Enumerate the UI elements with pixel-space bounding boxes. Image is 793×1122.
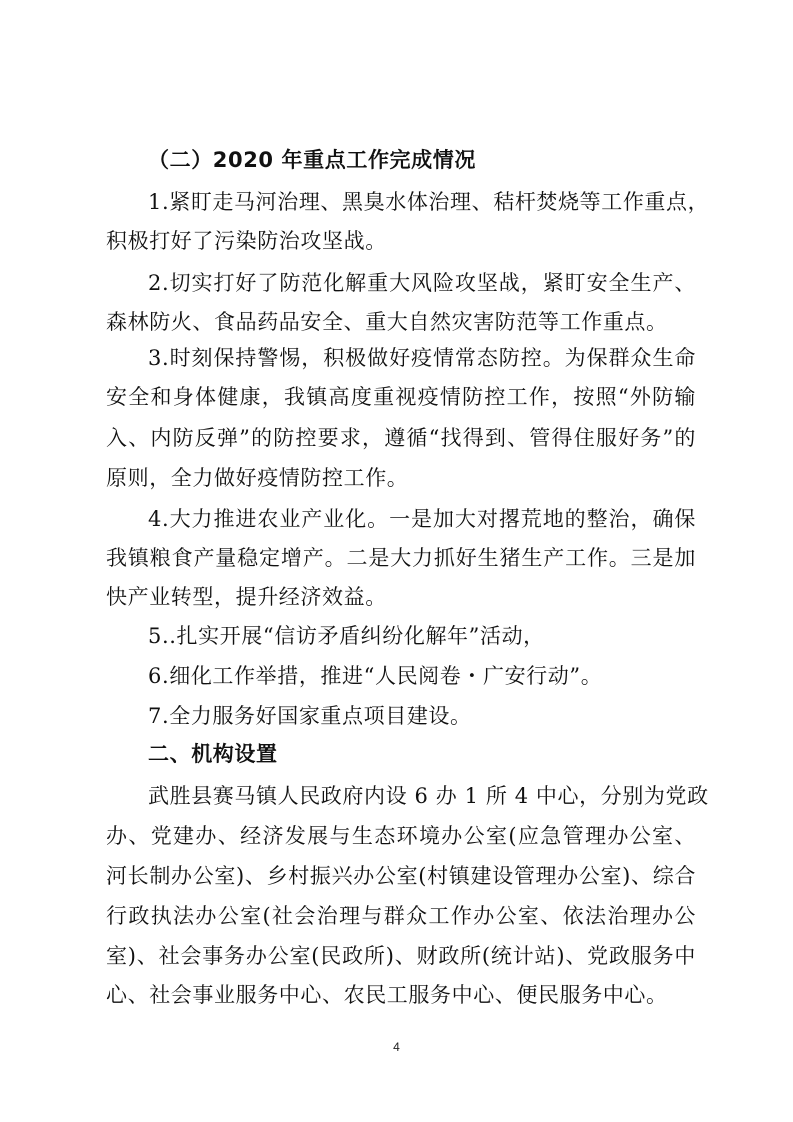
org-paragraph-line-2: 办、党建办、经济发展与生态环境办公室(应急管理办公室、 <box>106 824 696 848</box>
section-heading-org-setup: 二、机构设置 <box>148 742 278 766</box>
item-7-line: 7.全力服务好国家重点项目建设。 <box>148 704 472 728</box>
item-2-line-2: 森林防火、食品药品安全、重大自然灾害防范等工作重点。 <box>106 310 668 334</box>
item-3-line-3: 入、内防反弹”的防控要求，遵循“找得到、管得住服好务”的 <box>106 426 696 450</box>
item-4-line-1: 4.大力推进农业产业化。一是加大对撂荒地的整治，确保 <box>148 507 696 531</box>
item-4-line-3: 快产业转型，提升经济效益。 <box>106 585 387 609</box>
item-6-line: 6.细化工作举措，推进“人民阅卷・广安行动”。 <box>148 664 603 688</box>
item-1-line-2: 积极打好了污染防治攻坚战。 <box>106 229 387 253</box>
org-paragraph-line-5: 室)、社会事务办公室(民政所)、财政所(统计站)、党政服务中 <box>106 944 696 968</box>
org-paragraph-line-6: 心、社会事业服务中心、农民工服务中心、便民服务中心。 <box>106 983 668 1007</box>
org-paragraph-line-4: 行政执法办公室(社会治理与群众工作办公室、依法治理办公 <box>106 904 696 928</box>
item-2-line-1: 2.切实打好了防范化解重大风险攻坚战，紧盯安全生产、 <box>148 271 696 295</box>
item-3-line-1: 3.时刻保持警惕，积极做好疫情常态防控。为保群众生命 <box>148 346 696 370</box>
item-5-line: 5..扎实开展“信访矛盾纠纷化解年”活动， <box>148 624 545 648</box>
section-heading-2020-work: （二）2020 年重点工作完成情况 <box>148 148 476 172</box>
item-3-line-4: 原则，全力做好疫情防控工作。 <box>106 466 409 490</box>
item-1-line-1: 1.紧盯走马河治理、黑臭水体治理、秸杆焚烧等工作重点， <box>148 190 710 214</box>
page-number: 4 <box>393 1040 400 1054</box>
org-paragraph-line-1: 武胜县赛马镇人民政府内设 6 办 1 所 4 中心，分别为党政 <box>148 784 709 808</box>
item-3-line-2: 安全和身体健康，我镇高度重视疫情防控工作，按照“外防输 <box>106 385 696 409</box>
item-4-line-2: 我镇粮食产量稳定增产。二是大力抓好生猪生产工作。三是加 <box>106 546 696 570</box>
org-paragraph-line-3: 河长制办公室)、乡村振兴办公室(村镇建设管理办公室)、综合 <box>106 864 696 888</box>
